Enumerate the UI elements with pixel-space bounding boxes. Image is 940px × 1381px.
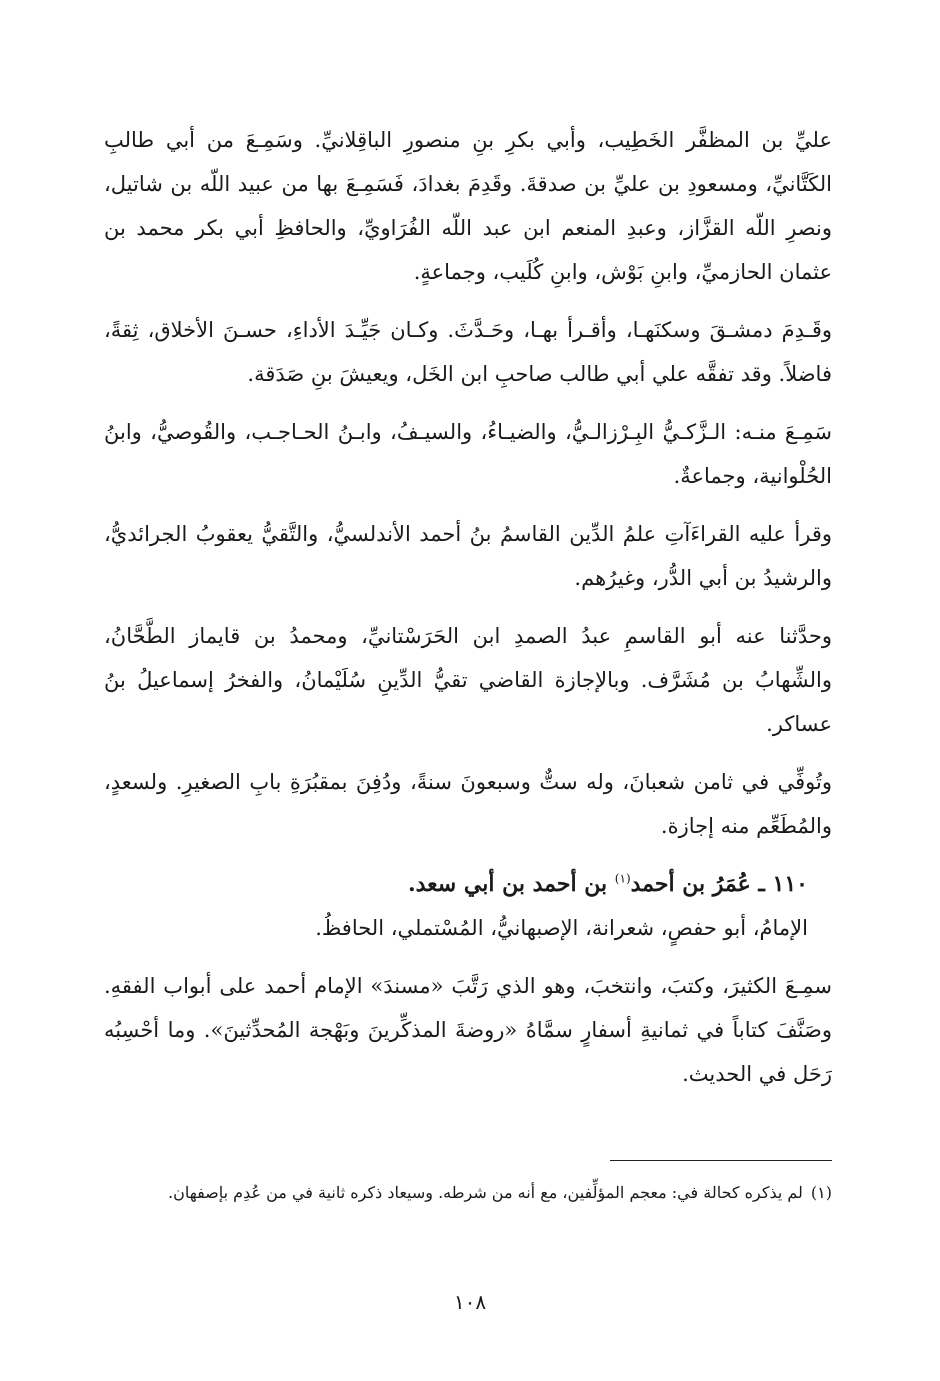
paragraph-students-read: وقرأ عليه القراءَآتِ علمُ الدِّين القاسمُ بنُ أحمد الأندلسيُّ، والتَّقيُّ يعقوبُ الجرائديُّ، والرشيدُ بن أبي الدُّر، وغيرُهم. [104, 522, 832, 590]
footnote [104, 1178, 832, 1208]
footnote-reference[interactable]: (١) [614, 871, 631, 886]
footnote-mark: (١) [810, 1183, 832, 1202]
paragraph-damascus: وقَـدِمَ دمشـقَ وسكنَهـا، وأقـرأ بهـا، وحَـدَّثَ. وكـان جَيِّـدَ الأداءِ، حسـنَ الأخلاق، ثِقةً، فاضلاً. وقد تفقَّه علي أبي طالب صاحبِ ابن الخَل، ويعيشَ بنِ صَدَقة. [104, 318, 832, 386]
entry-heading-rest: بن أحمد بن أبي سعد. [407, 871, 615, 897]
paragraph-death: وتُوفِّي في ثامن شعبانَ، وله ستٌّ وسبعونَ سنةً، ودُفِنَ بمقبُرَةِ بابِ الصغيرِ. ولسعدٍ، والمُطَعِّم منه إجازة. [104, 770, 832, 838]
paragraph-narrators: وحدَّثنا عنه أبو القاسمِ عبدُ الصمدِ ابن الحَرَسْتانيِّ، ومحمدُ بن قايماز الطَّحَّانُ، والشِّهابُ بن مُشَرَّف. وبالإجازة القاضي تقيُّ الدِّينِ سُلَيْمانُ، والفخرُ إسماعيلُ بنُ عساكر. [104, 624, 832, 736]
entry-heading-name: ١١٠ ـ عُمَرُ بن أحمد [630, 871, 808, 897]
footnote-divider [610, 1160, 832, 1161]
entry-heading [104, 862, 832, 906]
main-text [104, 118, 832, 1110]
footnote-text: لم يذكره كحالة في: معجم المؤلِّفين، مع أنه من شرطه. وسيعاد ذكره ثانية في من عُدِم بإصفهان. [167, 1183, 803, 1202]
paragraph-teachers: عليِّ بن المظفَّر الخَطِيب، وأبي بكرِ بنِ منصورِ الباقِلانيِّ. وسَمِـعَ من أبي طالبِ الكَتَّانيِّ، ومسعودِ بن عليِّ بن صدقةَ. وقَدِمَ بغدادَ، فَسَمِـعَ بها من عبيد اللّه بن شاتيل، ونصرِ اللّه القزَّاز، وعبدِ المنعم ابن عبد اللّه الفُرَاويِّ، والحافظِ أبي بكر محمد بن عثمان الحازميِّ، وابنِ بَوْش، وابنِ كُلَيب، وجماعةٍ. [104, 128, 832, 284]
paragraph-works: سمِـعَ الكثيرَ، وكتبَ، وانتخبَ، وهو الذي رَتَّبَ «مسندَ» الإمام أحمد على أبواب الفقهِ. وصَنَّفَ كتاباً في ثمانيةِ أسفارٍ سمَّاهُ «روضةَ المذكِّرينَ وبَهْجة المُحدِّثينَ». وما أحْسِبُه رَحَل في الحديث. [104, 974, 832, 1086]
paragraph-students-heard: سَمِـعَ منـه: الـزَّكـيُّ البِـرْزالـيُّ، والضيـاءُ، والسيـفُ، وابـنُ الحـاجـب، والقُوصيُّ، وابنُ الحُلْوانية، وجماعةٌ. [104, 420, 832, 488]
entry-description: الإمامُ، أبو حفصٍ، شعرانة، الإصبهانيُّ، المُسْتملي، الحافظُ. [315, 916, 808, 940]
page-number: ١٠٨ [453, 1290, 487, 1314]
